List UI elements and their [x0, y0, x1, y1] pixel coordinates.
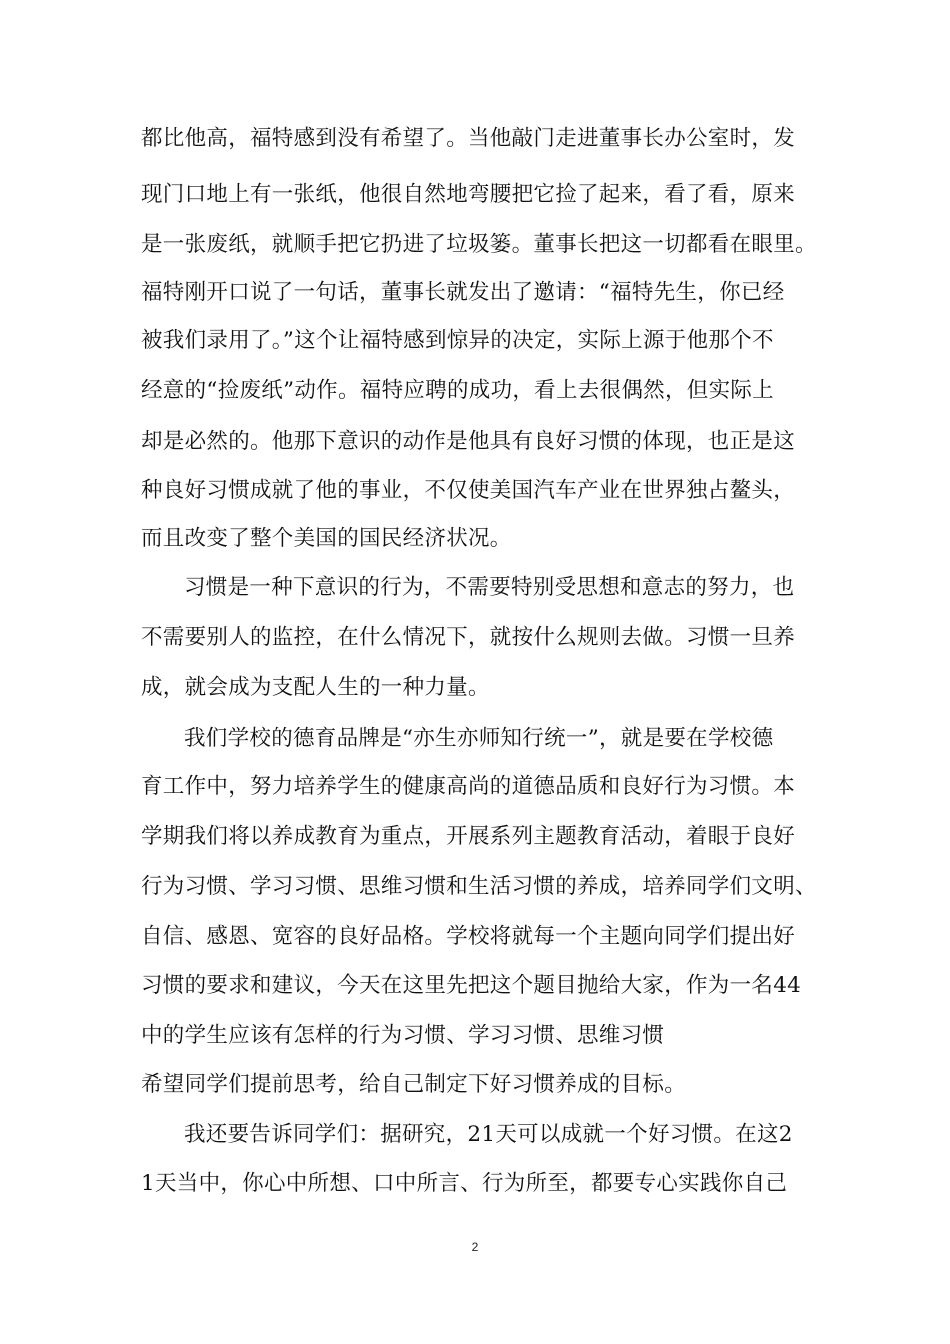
- text-line: 育工作中，努力培养学生的健康高尚的道德品质和良好行为习惯。本: [141, 774, 796, 799]
- text-line: 都比他高，福特感到没有希望了。当他敲门走进董事长办公室时，发: [141, 126, 796, 151]
- text-line: 行为习惯、学习习惯、思维习惯和生活习惯的养成，培养同学们文明、: [141, 874, 817, 899]
- text-line: 是一张废纸，就顺手把它扔进了垃圾篓。董事长把这一切都看在眼里。: [141, 232, 817, 257]
- text-line: 不需要别人的监控，在什么情况下，就按什么规则去做。习惯一旦养: [141, 625, 796, 650]
- paragraph-start-line: 我还要告诉同学们：据研究，21天可以成就一个好习惯。在这2: [184, 1122, 793, 1147]
- text-line: 被我们录用了。”这个让福特感到惊异的决定，实际上源于他那个不: [141, 328, 774, 353]
- text-line: 习惯的要求和建议，今天在这里先把这个题目抛给大家，作为一名44: [141, 973, 802, 998]
- paragraph-start-line: 习惯是一种下意识的行为，不需要特别受思想和意志的努力，也: [184, 575, 795, 600]
- text-line: 而且改变了整个美国的国民经济状况。: [141, 526, 512, 551]
- text-line: 中的学生应该有怎样的行为习惯、学习习惯、思维习惯: [141, 1023, 665, 1048]
- text-line: 希望同学们提前思考，给自己制定下好习惯养成的目标。: [141, 1072, 687, 1097]
- paragraph-start-line: 我们学校的德育品牌是“亦生亦师知行统一”，就是要在学校德: [184, 726, 774, 751]
- text-line: 福特刚开口说了一句话，董事长就发出了邀请：“福特先生，你已经: [141, 280, 785, 305]
- text-line: 却是必然的。他那下意识的动作是他具有良好习惯的体现，也正是这: [141, 429, 796, 454]
- text-line: 1天当中，你心中所想、口中所言、行为所至，都要专心实践你自己: [141, 1171, 788, 1196]
- text-line: 成，就会成为支配人生的一种力量。: [141, 675, 490, 700]
- text-line: 学期我们将以养成教育为重点，开展系列主题教育活动，着眼于良好: [141, 824, 796, 849]
- text-line: 现门口地上有一张纸，他很自然地弯腰把它捡了起来，看了看，原来: [141, 182, 796, 207]
- text-line: 种良好习惯成就了他的事业，不仅使美国汽车产业在世界独占鳌头，: [141, 478, 796, 503]
- text-line: 自信、感恩、宽容的良好品格。学校将就每一个主题向同学们提出好: [141, 924, 796, 949]
- text-line: 经意的“捡废纸”动作。福特应聘的成功，看上去很偶然，但实际上: [141, 378, 774, 403]
- page-number: 2: [471, 1240, 479, 1254]
